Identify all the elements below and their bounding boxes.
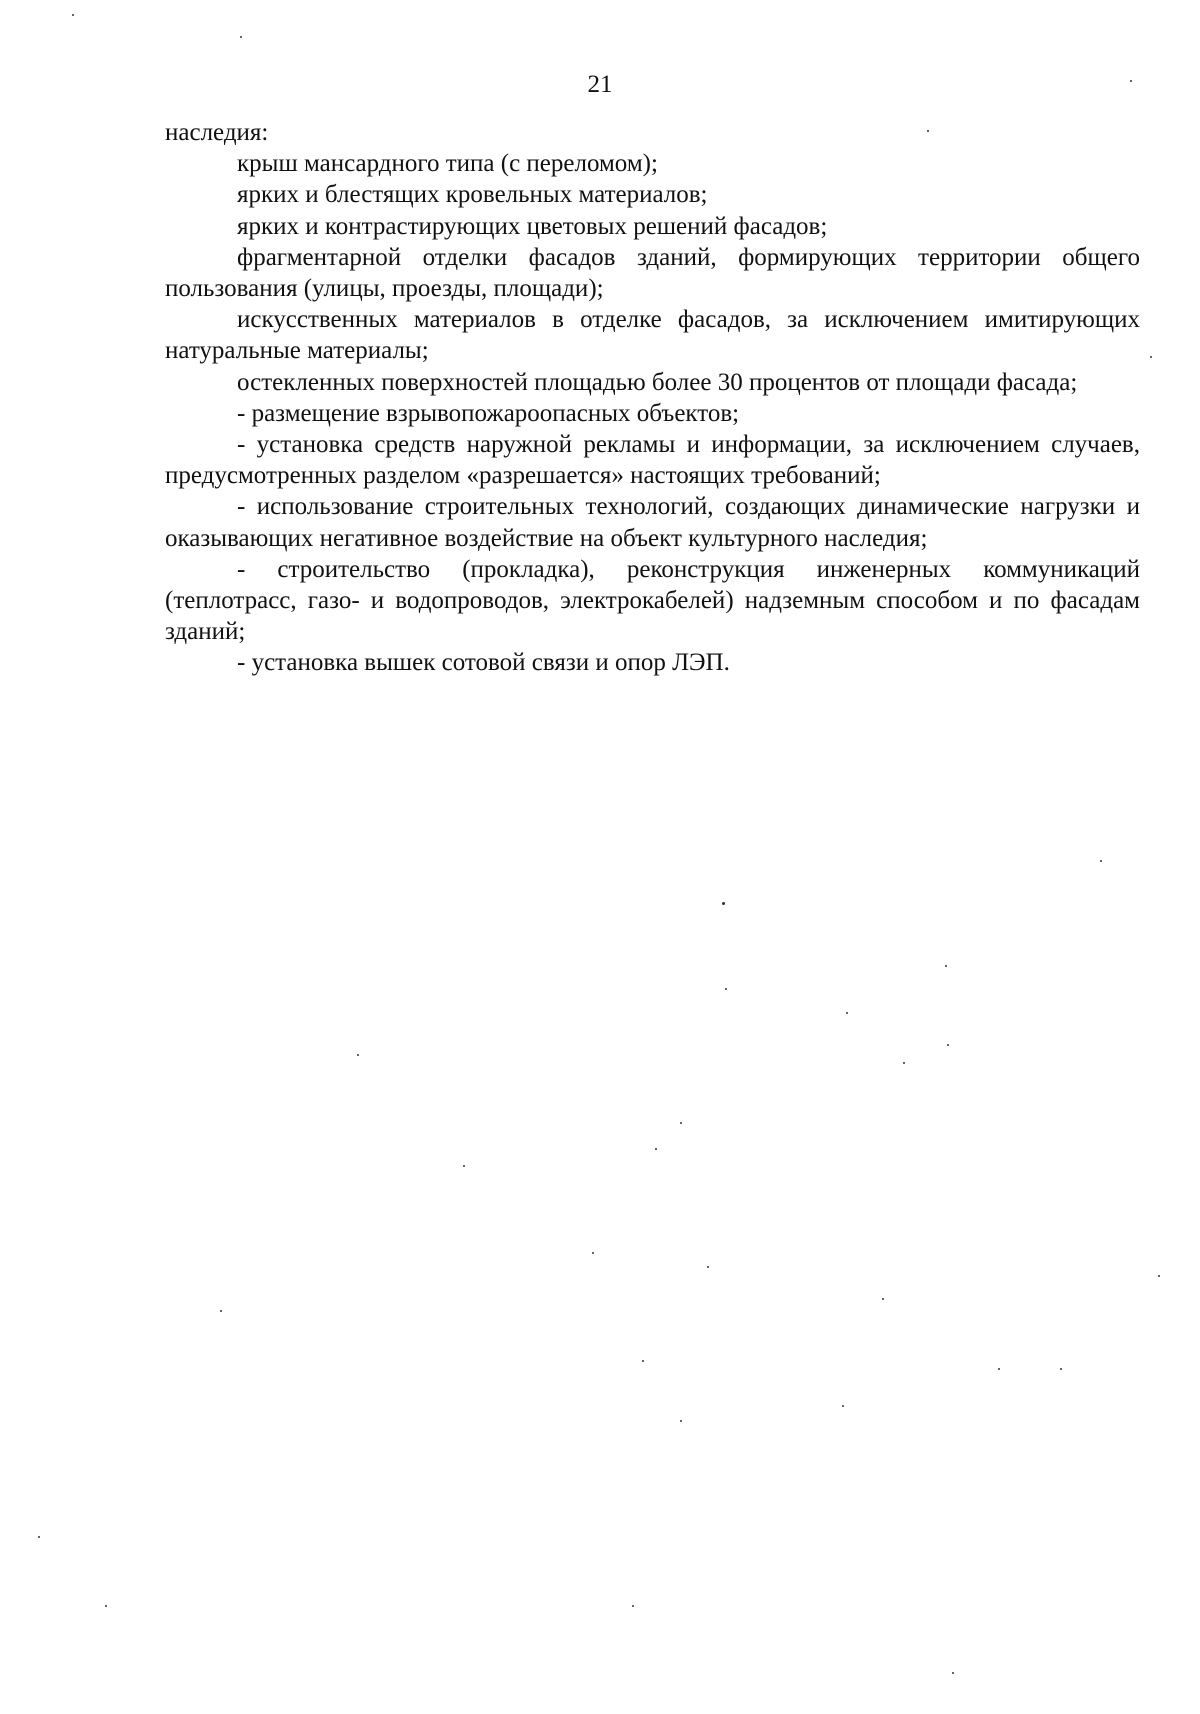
scan-speck [72, 14, 74, 16]
scan-speck [842, 1405, 844, 1407]
scan-speck [38, 1536, 40, 1538]
scan-speck [240, 36, 242, 38]
paragraph-item: - размещение взрывопожароопасных объектов; [237, 399, 740, 427]
paragraph-item: - установка вышек сотовой связи и опор ЛЭП. [237, 649, 730, 677]
paragraph-item: искусственных материалов в отделке фасадов, за исключением имитирующих натуральные материалы; [165, 306, 1140, 365]
scan-speck [722, 902, 725, 905]
paragraph-item: фрагментарной отделки фасадов зданий, формирующих территории общего пользования (улицы, проезды, площади); [165, 243, 1140, 303]
scan-speck [1100, 860, 1102, 862]
scan-speck [632, 1605, 634, 1607]
paragraph-item: - установка средств наружной рекламы и информации, за исключением случаев, предусмотренных разделом «разрешается» настоящих требований; [165, 431, 1140, 490]
scan-speck [1158, 1275, 1160, 1277]
scan-speck [655, 1148, 657, 1150]
document-body [165, 117, 1140, 679]
scan-speck [463, 1165, 465, 1167]
scan-speck [952, 1672, 954, 1674]
paragraph-item: - использование строительных технологий, создающих динамические нагрузки и оказывающих негативное воздействие на объект культурного наследия; [165, 493, 1140, 552]
scan-speck [680, 1420, 682, 1422]
scan-speck [642, 1360, 644, 1362]
paragraph-item: - строительство (прокладка), реконструкция инженерных коммуникаций (теплотрасс, газо- и водопроводов, электрокабелей) надземным способом и по фасадам зданий; [165, 555, 1140, 646]
scan-speck [998, 1368, 1000, 1370]
paragraph-item: остекленных поверхностей площадью более 30 процентов от площади фасада; [237, 368, 1078, 396]
scan-speck [105, 1605, 107, 1607]
scan-speck [882, 1298, 884, 1300]
scan-speck [220, 1310, 222, 1312]
paragraph-item: ярких и блестящих кровельных материалов; [237, 181, 708, 209]
scan-speck [947, 1044, 949, 1046]
scan-speck [903, 1062, 905, 1064]
scan-speck [592, 1252, 594, 1254]
scan-speck [1130, 80, 1132, 82]
scan-speck [725, 988, 727, 990]
paragraph-item: крыш мансардного типа (с переломом); [237, 150, 658, 178]
scan-speck [680, 1122, 682, 1124]
paragraph-item: ярких и контрастирующих цветовых решений фасадов; [237, 212, 828, 240]
scan-speck [846, 1012, 848, 1014]
scan-speck [1060, 1368, 1062, 1370]
scan-speck [357, 1054, 359, 1056]
paragraph-continuation: наследия: [165, 119, 269, 146]
scan-speck [945, 965, 947, 967]
page-number: 21 [587, 71, 613, 98]
scan-speck [707, 1266, 709, 1268]
scan-speck [927, 130, 929, 132]
scan-speck [1150, 356, 1152, 358]
